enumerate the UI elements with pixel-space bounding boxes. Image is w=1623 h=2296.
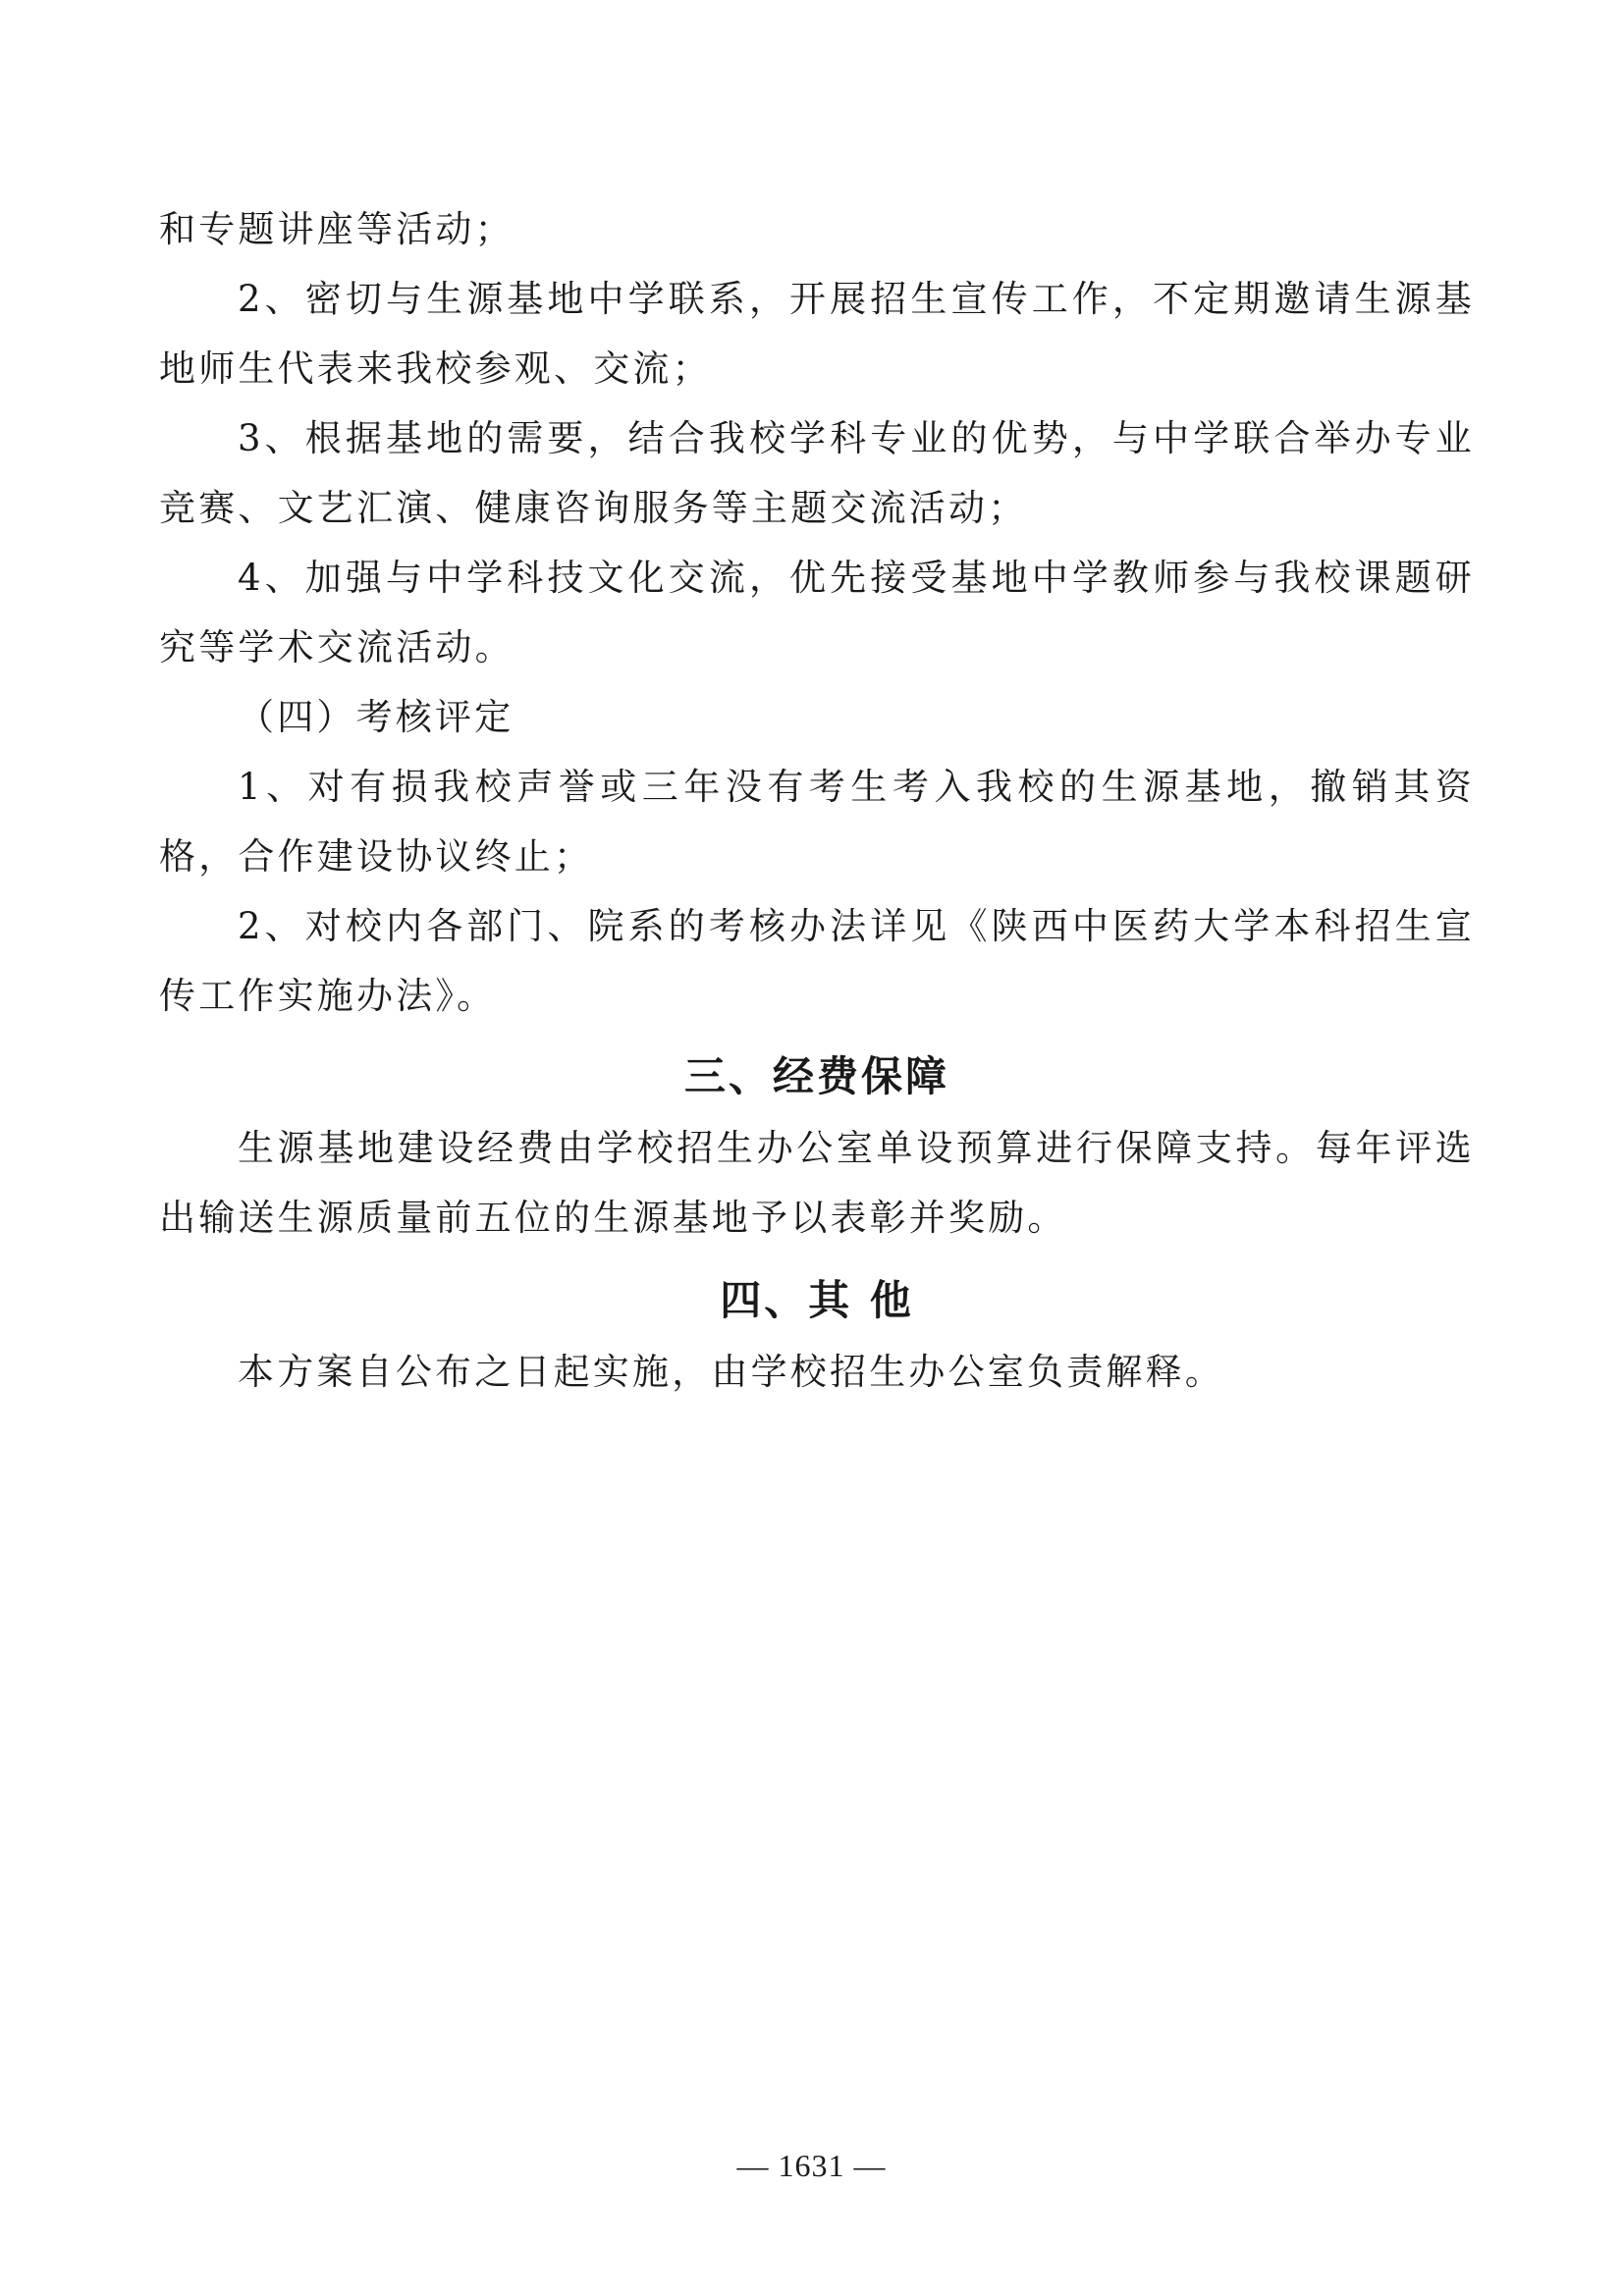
subsection-heading-assessment: （四）考核评定 [238, 696, 514, 738]
paragraph-item-4: 4、加强与中学科技文化交流，优先接受基地中学教师参与我校课题研究等学术交流活动。 [159, 557, 1475, 668]
section-heading-funding: 三、经费保障 [683, 1052, 949, 1100]
paragraph-funding: 生源基地建设经费由学校招生办公室单设预算进行保障支持。每年评选出输送生源质量前五位的生源基地予以表彰并奖励。 [159, 1127, 1475, 1239]
paragraph-item-2: 2、密切与生源基地中学联系，开展招生宣传工作，不定期邀请生源基地师生代表来我校参观、交流； [159, 278, 1475, 390]
paragraph-item-3: 3、根据基地的需要，结合我校学科专业的优势，与中学联合举办专业竞赛、文艺汇演、健康咨询服务等主题交流活动； [159, 417, 1475, 529]
paragraph-continuation: 和专题讲座等活动； [159, 208, 514, 250]
paragraph-assessment-1: 1、对有损我校声誉或三年没有考生考入我校的生源基地，撤销其资格，合作建设协议终止； [159, 766, 1475, 878]
page-number: — 1631 — [736, 2148, 887, 2183]
paragraph-assessment-2: 2、对校内各部门、院系的考核办法详见《陕西中医药大学本科招生宣传工作实施办法》。 [159, 905, 1475, 1017]
section-heading-other: 四、其 他 [720, 1276, 914, 1324]
paragraph-other: 本方案自公布之日起实施，由学校招生办公室负责解释。 [238, 1351, 1224, 1393]
document-page [159, 194, 1475, 1407]
